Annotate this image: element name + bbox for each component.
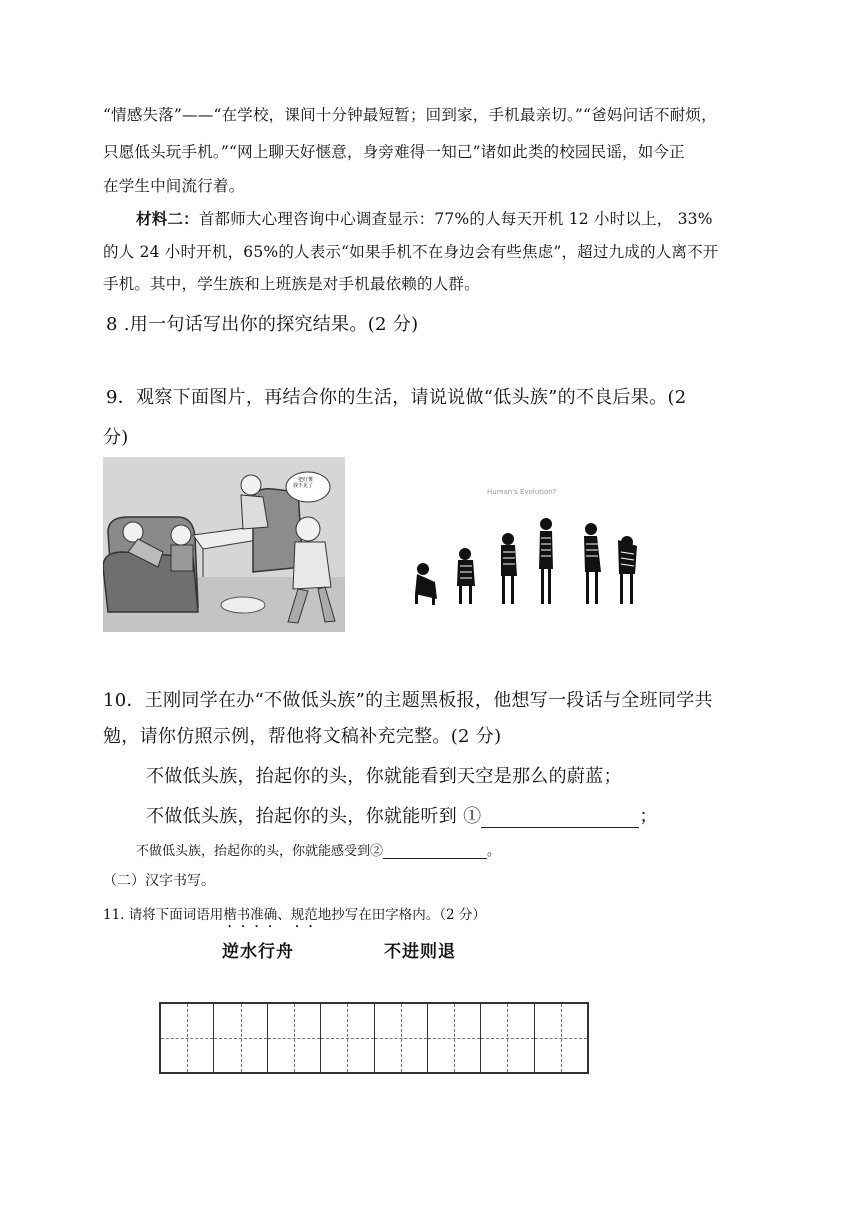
cartoon-speech-bubble-text: 一把红薯 我不见了	[293, 477, 314, 489]
material2-line3: 手机。其中，学生族和上班族是对手机最依赖的人群。	[103, 275, 480, 293]
question-9-line1: 9．观察下面图片，再结合你的生活，请说说做“低头族”的不良后果。(2	[106, 387, 687, 408]
grid-cell[interactable]	[321, 1004, 374, 1072]
material1-line3: 在学生中间流行着。	[103, 177, 245, 195]
question-10-example1: 不做低头族，抬起你的头，你就能看到天空是那么的蔚蓝；	[146, 766, 622, 787]
grid-cell[interactable]	[161, 1004, 214, 1072]
grid-cell[interactable]	[428, 1004, 481, 1072]
question-10-example2	[146, 802, 658, 828]
question-8: 8 .用一句话写出你的探究结果。(2 分)	[106, 314, 419, 335]
material2-line2: 的人 24 小时开机，65%的人表示“如果手机不在身边会有些焦虑”，超过九成的人离不开	[103, 243, 719, 261]
material2-text: 首都师大心理咨询中心调查显示：77%的人每天开机 12 小时以上， 33%	[198, 210, 713, 228]
word-2: 不进则退	[384, 942, 456, 962]
material2-label: 材料二：	[136, 209, 199, 228]
q11-suffix: 地抄写在田字格内。（2 分）	[317, 907, 486, 923]
evolution-title: Human's Evolution?	[487, 488, 557, 496]
question-10-line2: 勉，请你仿照示例，帮他将文稿补充完整。(2 分)	[103, 726, 502, 747]
answer-blank-2[interactable]	[383, 844, 487, 859]
question-10-example3	[136, 840, 500, 859]
question-10-line1: 10．王刚同学在办“不做低头族”的主题黑板报，他想写一段话与全班同学共	[103, 690, 713, 711]
answer-blank-1[interactable]	[481, 807, 639, 828]
grid-cell[interactable]	[375, 1004, 428, 1072]
material1-line1: “情感失落”——“在学校，课间十分钟最短暂；回到家，手机最亲切。”“爸妈问话不耐烦，	[103, 106, 717, 124]
q11-emphasis: 楷书准确、规范	[223, 907, 318, 923]
section-2-heading: （二）汉字书写。	[103, 873, 215, 889]
example3-suffix: 。	[487, 844, 501, 859]
grid-cell[interactable]	[214, 1004, 267, 1072]
grid-cell[interactable]	[535, 1004, 587, 1072]
family-phone-cartoon-image	[103, 457, 345, 632]
grid-cell[interactable]	[481, 1004, 534, 1072]
example3-prefix: 不做低头族，抬起你的头，你就能感受到②	[136, 844, 384, 859]
material1-line2: 只愿低头玩手机。”“网上聊天好惬意，身旁难得一知己”诸如此类的校园民谣，如今正	[103, 143, 685, 161]
material2-line1	[136, 207, 713, 229]
q11-prefix: 11. 请将下面词语用	[103, 907, 224, 923]
grid-cell[interactable]	[268, 1004, 321, 1072]
example2-suffix: ；	[639, 806, 658, 827]
question-9-line2: 分)	[103, 427, 129, 448]
tianzige-grid	[159, 1002, 589, 1074]
word-1: 逆水行舟	[222, 942, 294, 962]
question-11	[103, 903, 486, 931]
example2-prefix: 不做低头族，抬起你的头，你就能听到 ①	[146, 806, 482, 827]
human-evolution-image	[405, 474, 670, 632]
